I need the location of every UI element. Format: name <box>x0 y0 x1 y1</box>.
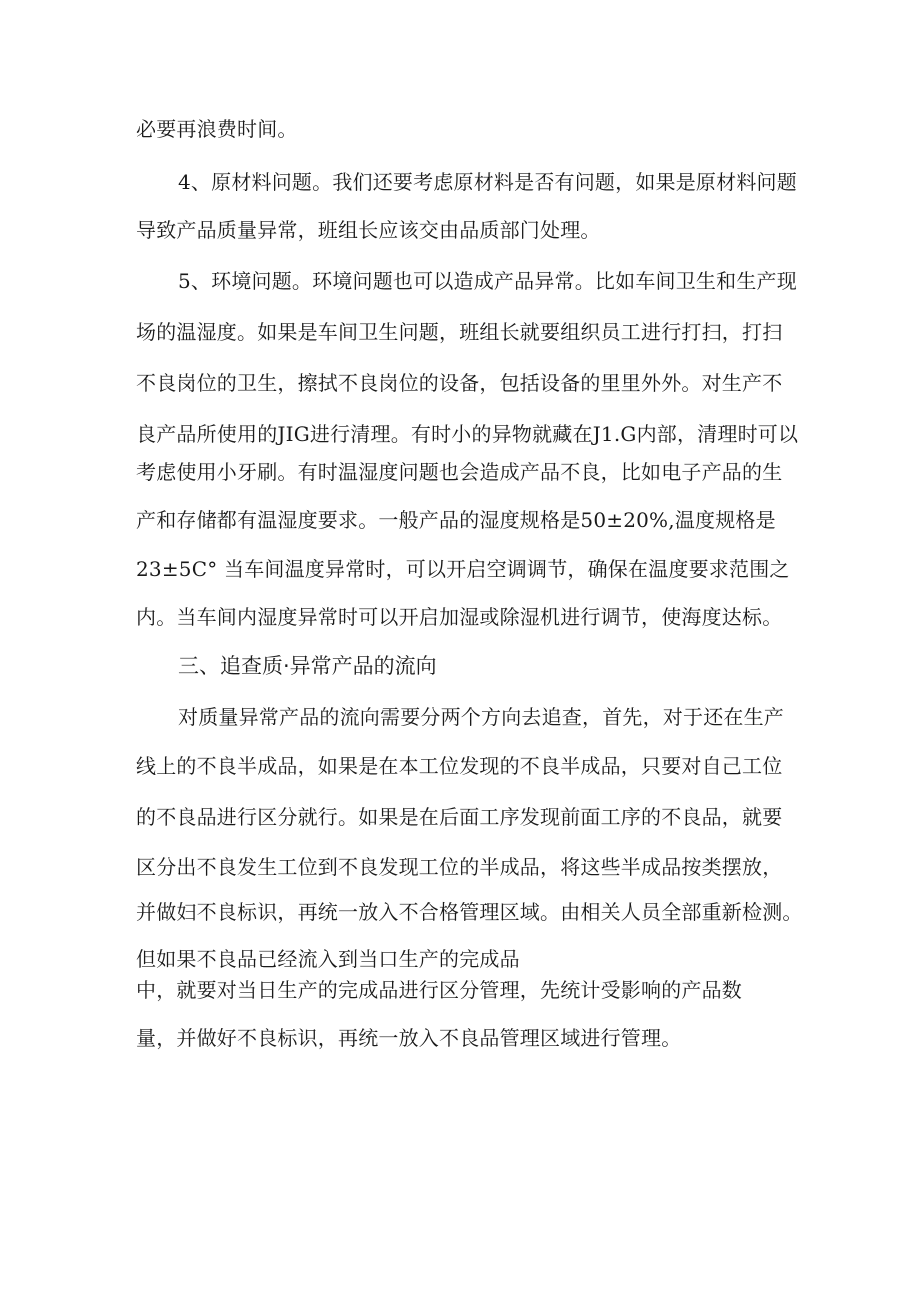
text-line: 5、环境问题。环境问题也可以造成产品异常。比如车间卫生和生产现 <box>178 269 797 293</box>
text-line: 考虑使用小牙刷。有时温湿度问题也会造成产品不良，比如电子产品的生 <box>136 460 783 484</box>
text-line: 良产品所使用的JIG进行清理。有时小的异物就藏在J1.G内部，清理时可以 <box>136 422 799 446</box>
text-line: 产和存储都有温湿度要求。一般产品的湿度规格是50±20%,温度规格是 <box>136 508 776 532</box>
text-line: 不良岗位的卫生，擦拭不良岗位的设备，包括设备的里里外外。对生产不 <box>136 371 783 395</box>
text-line: 区分出不良发生工位到不良发现工位的半成品，将这些半成品按类摆放， <box>136 855 783 879</box>
text-line: 中，就要对当日生产的完成品进行区分管理，先统计受影响的产品数 <box>136 978 742 1002</box>
text-line: 量，并做好不良标识，再统一放入不良品管理区域进行管理。 <box>136 1026 682 1050</box>
text-line: 的不良品进行区分就行。如果是在后面工序发现前面工序的不良品，就要 <box>136 805 783 829</box>
text-line: 场的温湿度。如果是车间卫生问题，班组长就要组织员工进行打扫，打扫 <box>136 320 783 344</box>
text-line: 对质量异常产品的流向需要分两个方向去追查，首先，对于还在生产 <box>178 705 784 729</box>
text-line: 内。当车间内湿度异常时可以开启加湿或除湿机进行调节，使海度达标。 <box>136 605 783 629</box>
text-line: 4、原材料问题。我们还要考虑原材料是否有问题，如果是原材料问题 <box>178 170 797 194</box>
text-line: 必要再浪费时间。 <box>136 117 298 141</box>
text-line: 并做妇不良标识，再统一放入不合格管理区域。由相关人员全部重新检测。 <box>136 900 803 924</box>
text-line: 导致产品质量异常，班组长应该交由品质部门处理。 <box>136 218 601 242</box>
text-line: 23±5C° 当车间温度异常时，可以开启空调调节，确保在温度要求范围之 <box>136 557 790 581</box>
section-heading: 三、追查质·异常产品的流向 <box>178 654 437 678</box>
text-line: 但如果不良品已经流入到当口生产的完成品 <box>136 947 520 971</box>
text-line: 线上的不良半成品，如果是在本工位发现的不良半成品，只要对自己工位 <box>136 754 783 778</box>
